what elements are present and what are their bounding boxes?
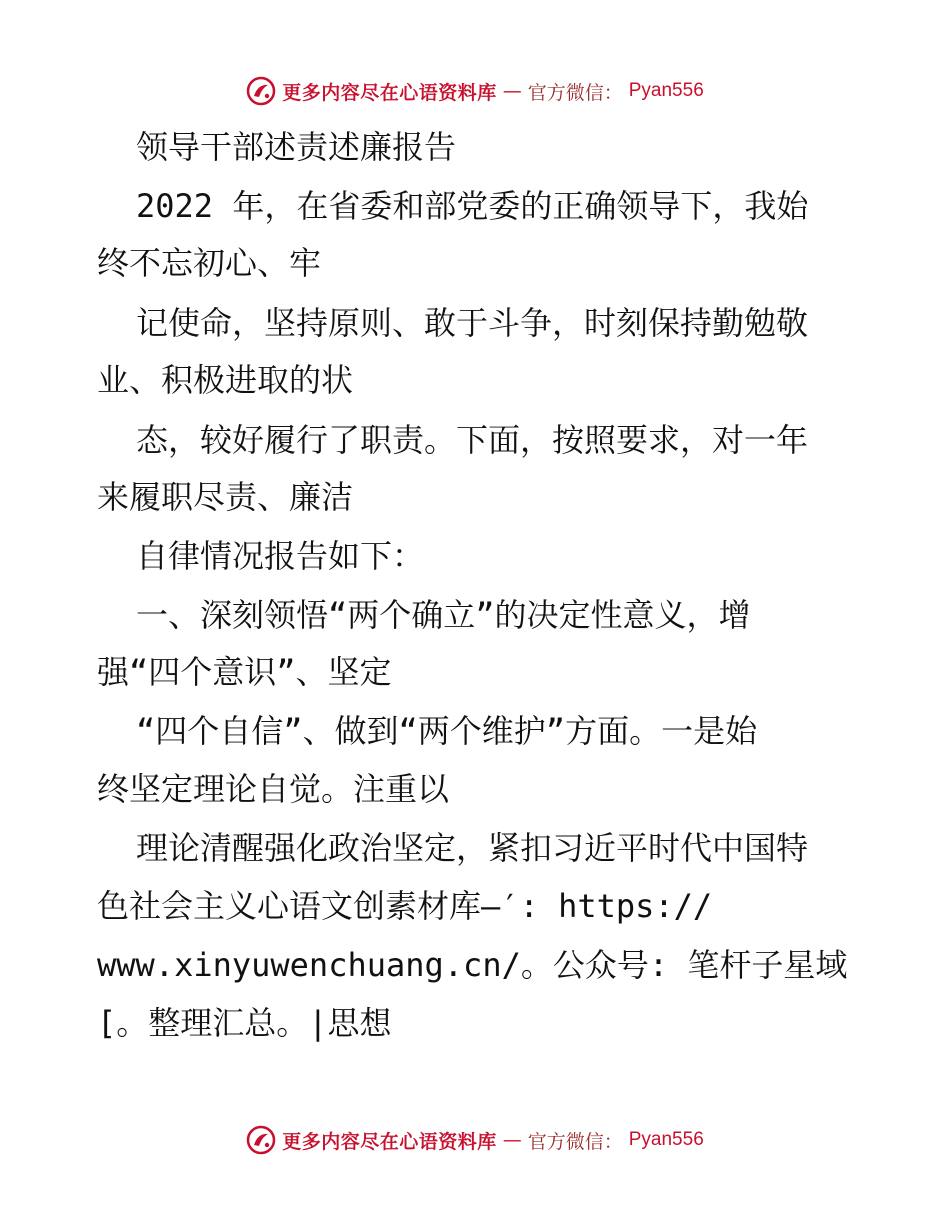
- paragraph-line: 来履职尽责、廉洁: [97, 478, 354, 516]
- seal-logo-icon: [246, 1125, 276, 1155]
- paragraph-line: www.xinyuwenchuang.cn/。公众号: 笔杆子星域: [97, 946, 848, 984]
- watermark-handle: Pyan556: [628, 80, 704, 101]
- paragraph-line: [。整理汇总。|思想: [97, 1004, 392, 1042]
- paragraph-line: “四个自信”、做到“两个维护”方面。一是始: [136, 712, 758, 750]
- section-heading-line: 强“四个意识”、坚定: [97, 653, 392, 691]
- header-watermark: [0, 74, 950, 108]
- paragraph-line: 业、积极进取的状: [97, 361, 354, 399]
- watermark-brand: 更多内容尽在心语资料库: [282, 81, 497, 104]
- paragraph-line: 2022 年，在省委和部党委的正确领导下，我始: [136, 187, 809, 225]
- watermark-handle: Pyan556: [628, 1129, 704, 1150]
- watermark-dash: —: [502, 80, 522, 102]
- paragraph-line: 自律情况报告如下：: [136, 537, 425, 575]
- paragraph-line: 终坚定理论自觉。注重以: [97, 770, 450, 808]
- paragraph-line: 记使命，坚持原则、敢于斗争，时刻保持勤勉敬: [136, 304, 809, 342]
- document-title: 领导干部述责述廉报告: [136, 128, 457, 166]
- footer-watermark: [0, 1123, 950, 1157]
- seal-logo-icon: [246, 76, 276, 106]
- paragraph-line: 态，较好履行了职责。下面，按照要求，对一年: [136, 421, 809, 459]
- paragraph-line: 理论清醒强化政治坚定，紧扣习近平时代中国特: [136, 829, 809, 867]
- watermark-official-label: 官方微信：: [527, 81, 623, 104]
- paragraph-line: 终不忘初心、牢: [97, 244, 322, 282]
- watermark-official-label: 官方微信：: [527, 1130, 623, 1153]
- watermark-brand: 更多内容尽在心语资料库: [282, 1130, 497, 1153]
- watermark-dash: —: [502, 1129, 522, 1151]
- paragraph-line: 色社会主义心语文创素材库—′: https://: [97, 887, 713, 925]
- section-heading-line: 一、深刻领悟“两个确立”的决定性意义，增: [136, 596, 751, 634]
